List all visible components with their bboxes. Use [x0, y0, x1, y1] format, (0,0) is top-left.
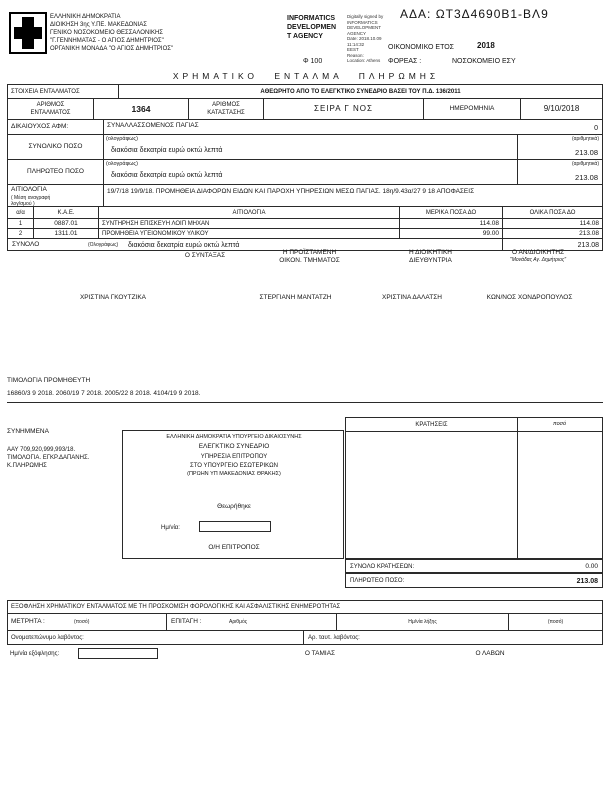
date-label: ΗΜΕΡΟΜΗΝΙΑ: [449, 105, 495, 112]
justification-sublabel: λογ/σμού ): [11, 201, 35, 207]
cash-label: ΜΕΤΡΗΤΑ :: [11, 618, 45, 625]
warrant-details-cell: [8, 85, 118, 98]
signatory-name: ΚΩΝ/ΝΟΣ ΧΟΝΔΡΟΠΟΥΛΟΣ: [486, 294, 573, 301]
settlement-date-label: Ημ/νία εξόφλησης:: [10, 651, 60, 657]
statement-number-label: ΑΡΙΘΜΟΣ: [212, 102, 240, 108]
deductions-total-value: 0.00: [585, 563, 598, 570]
foreas-value: ΝΟΣΟΚΟΜΕΙΟ ΕΣΥ: [452, 58, 516, 65]
col-header: Κ.Α.Ε.: [57, 209, 75, 216]
amount-hint: (ποσό): [547, 619, 564, 625]
item-kae: 1311.01: [54, 229, 78, 237]
signatory-name: ΣΤΕΡΓΙΑΝΗ ΜΑΝΤΑΤΖΗ: [259, 294, 332, 301]
title-line: Η ΠΡΟΪΣΤΑΜΕΝΗ: [282, 249, 337, 256]
total-amount-label-cell: [8, 135, 103, 159]
title-line: ΔΙΕΥΘΥΝΤΡΙΑ: [409, 257, 452, 264]
deductions-header: ΚΡΑΤΗΣΕΙΣ: [415, 422, 448, 428]
col-header: α/α: [16, 209, 25, 216]
date-label: Ημ/νία:: [161, 525, 180, 531]
warrant-number-label: ΑΡΙΘΜΟΣ: [36, 102, 65, 108]
recipient-name-cell: [8, 631, 303, 644]
stamp-detail-line: Date: 2018.10.09 11:14:32: [347, 36, 382, 47]
item-aa: 2: [18, 230, 23, 237]
signatory-title: Ο ΣΥΝΤΑΞΑΣ: [184, 252, 226, 259]
item-total-cell: [502, 229, 602, 238]
signatory-name: ΧΡΙΣΤΙΝΑ ΔΑΛΑΤΣΗ: [382, 294, 442, 301]
total-amount-words: διακόσια δεκατρία ευρώ οκτώ λεπτά: [111, 147, 223, 154]
justification-text: 19/7/18 19/9/18. ΠΡΟΜΗΘΕΙΑ ΔΙΑΦΟΡΩΝ ΕΙΔΩΝ ΚΑΙ ΠΑΡΟΧΗ ΥΠΗΡΕΣΙΩΝ ΜΕΣΩ ΠΑΓΙΑΣ. 18η/9.43α/27 9 18 ΑΠΟΦΑΣΕΙΣ: [107, 188, 475, 195]
attachments-list: [7, 446, 119, 470]
cheque-label: ΕΠΙΤΑΓΗ :: [171, 618, 202, 625]
commissioner-box: [122, 430, 344, 559]
items-total-value: 213.08: [577, 242, 599, 249]
justification-sublabel: ( Μέση αναγραφή: [11, 195, 51, 201]
amount-hint: (ποσό): [74, 619, 90, 625]
settlement-header-cell: [8, 601, 602, 613]
item-kae-cell: [33, 219, 98, 228]
title-line: Ο ΑΝ/ΔΙΟΙΚΗΤΗΣ: [511, 249, 565, 256]
attachment-line: ΑΑΥ 709,920,999,993/18.: [7, 447, 76, 453]
net-payable-label: ΠΛΗΡΩΤΕΟ ΠΟΣΟ:: [350, 578, 405, 584]
payable-amount-label-cell: [8, 160, 103, 184]
digital-signature-agency: [287, 14, 345, 41]
items-header-aa: [8, 207, 33, 218]
commissioner-line: (ΠΡΩΗΝ ΥΠ ΜΑΚΕΔΟΝΙΑΣ ΘΡΑΚΗΣ): [187, 471, 281, 477]
payable-amount-words: διακόσια δεκατρία ευρώ οκτώ λεπτά: [111, 172, 223, 179]
attachment-line: ΤΙΜΟΛΟΓΙΑ. ΕΓΚΡ.ΔΑΠΑΝΗΣ.: [7, 455, 90, 461]
beneficiary-row: [8, 119, 602, 134]
deductions-total-row: [345, 559, 603, 573]
date-value-cell: [520, 99, 602, 119]
items-header-total: [502, 207, 602, 218]
title-line: "Μονάδας Αγ. Δημήτριος": [509, 257, 567, 263]
total-amount-label: ΣΥΝΟΛΙΚΟ ΠΟΣΟ: [28, 143, 83, 150]
warrant-header-row: [8, 85, 602, 98]
expiry-hint: Ημ/νία λήξης: [408, 619, 437, 625]
unaudited-note: ΑΘΕΩΡΗΤΟ ΑΠΟ ΤΟ ΕΛΕΓΚΤΙΚΟ ΣΥΝΕΔΡΙΟ ΒΑΣΕΙ ΤΟΥ Π.Δ. 136/2011: [260, 88, 461, 95]
divider: [346, 431, 602, 432]
payable-amount-value: 213.08: [575, 173, 598, 182]
series-cell: [263, 99, 423, 119]
date-input-box: [199, 521, 271, 532]
net-payable-value: 213.08: [576, 578, 598, 585]
items-total-words: διακόσια δεκατρία ευρώ οκτώ λεπτά: [128, 242, 240, 249]
signatory-title: [252, 249, 367, 265]
warrant-table: [7, 84, 603, 251]
settlement-header-row: [8, 601, 602, 613]
item-partial-cell: [399, 229, 502, 238]
divider: [7, 402, 603, 403]
items-total-label: ΣΥΝΟΛΟ: [12, 241, 40, 248]
commissioner-line: ΕΛΛΗΝΙΚΗ ΔΗΜΟΚΡΑΤΙΑ ΥΠΟΥΡΓΕΙΟ ΔΙΚΑΙΟΣΥΝΗΣ: [166, 434, 302, 440]
settlement-date-box: [78, 648, 158, 659]
item-total: 114.08: [579, 220, 599, 227]
item-desc: ΠΡΟΜΗΘΕΙΑ ΥΓΕΙΟΝΟΜΙΚΟΥ ΥΛΙΚΟΥ: [102, 231, 209, 237]
stamp-detail-line: Location: Athens: [347, 58, 381, 63]
payment-method-row: [8, 613, 602, 630]
signatory-title: [478, 249, 598, 263]
item-desc-cell: [98, 219, 399, 228]
item-aa-cell: [8, 229, 33, 238]
document-title: ΧΡΗΜΑΤΙΚΟ ΕΝΤΑΛΜΑ ΠΛΗΡΩΜΗΣ: [172, 71, 440, 81]
warrant-number-label-cell: [8, 99, 93, 119]
recipient-label: Ο ΛΑΒΩΝ: [475, 650, 505, 657]
signatory-title: [378, 249, 483, 265]
warrant-details-label: ΣΤΟΙΧΕΙΑ ΕΝΤΑΛΜΑΤΟΣ: [11, 89, 80, 95]
item-kae: 0887.01: [54, 219, 78, 227]
number-hint: Αριθμός: [229, 619, 248, 625]
date-label-cell: [423, 99, 520, 119]
expiry-cell: [336, 614, 508, 630]
net-payable-row: [345, 573, 603, 588]
item-row: [8, 218, 602, 228]
recipient-id-label: Αρ. ταυτ. λαβόντος:: [308, 635, 360, 641]
cheque-cell: [166, 614, 336, 630]
unaudited-cell: [118, 85, 602, 98]
invoices-heading: ΤΙΜΟΛΟΓΙΑ ΠΡΟΜΗΘΕΥΤΗ: [7, 377, 91, 384]
commissioner-line: ΣΤΟ ΥΠΟΥΡΓΕΙΟ ΕΣΩΤΕΡΙΚΩΝ: [190, 463, 278, 469]
total-amount-value-cell: [517, 135, 602, 159]
ada-code: ΑΔΑ: ΩΤ3Δ4690Β1-ΒΛ9: [400, 7, 549, 21]
recipient-id-cell: [303, 631, 602, 644]
item-partial: 114.08: [479, 220, 499, 227]
justification-label-cell: [8, 185, 103, 206]
date-value: 9/10/2018: [543, 104, 580, 113]
total-amount-row: [8, 134, 602, 159]
item-total: 213.08: [579, 230, 599, 237]
cash-cell: [8, 614, 166, 630]
item-partial-cell: [399, 219, 502, 228]
payable-amount-row: [8, 159, 602, 184]
item-row: [8, 228, 602, 238]
items-total-inwords-label: (Ολογράφως): [88, 242, 119, 248]
commissioner-signature-label: Ο/Η ΕΠΙΤΡΟΠΟΣ: [208, 544, 260, 551]
stamp-line: T AGENCY: [287, 33, 323, 40]
fiscal-year-label: ΟΙΚΟΝΟΜΙΚΟ ΕΤΟΣ: [388, 44, 454, 51]
phi-code: Φ 100: [303, 58, 323, 65]
item-aa: 1: [18, 220, 23, 227]
settlement-table: [7, 600, 603, 645]
beneficiary-label: ΔΙΚΑΙΟΥΧΟΣ ΑΦΜ:: [11, 123, 69, 130]
col-header: ΑΙΤΙΟΛΟΓΙΑ: [232, 209, 266, 216]
items-header-desc: [98, 207, 399, 218]
beneficiary-value-cell: [103, 120, 602, 134]
stamp-detail-line: Reason:: [347, 52, 364, 58]
foreas-label: ΦΟΡΕΑΣ :: [388, 58, 422, 65]
numeric-label: (αριθμητικά): [571, 161, 599, 167]
commissioner-line: ΥΠΗΡΕΣΙΑ ΕΠΙΤΡΟΠΟΥ: [200, 454, 268, 460]
series-value: ΣΕΙΡΑ Γ ΝΟΣ: [314, 104, 373, 113]
cashier-label: Ο ΤΑΜΙΑΣ: [304, 650, 336, 657]
stamp-line: DEVELOPMEN: [287, 24, 337, 31]
in-words-label: (ολογράφως): [106, 161, 138, 167]
item-desc: ΣΥΝΤΗΡΗΣΗ ΕΠΙΣΚΕΥΗ ΛΟΙΠ ΜΗΧΑΝ: [102, 221, 210, 227]
deductions-amount-header: ποσό: [552, 421, 567, 427]
warrant-number-label: ΕΝΤΑΛΜΑΤΟΣ: [30, 110, 71, 116]
hospital-logo: [9, 12, 47, 54]
col-header: ΟΛΙΚΑ ΠΟΣΑ ΔΟ: [529, 209, 576, 216]
beneficiary-value: ΣΥΝΑΛΛΑΣΣΟΜΕΝΟΣ ΠΑΓΙΑΣ: [107, 122, 199, 129]
col-header: ΜΕΡΙΚΑ ΠΟΣΑ ΔΟ: [425, 209, 477, 216]
org-line: "Γ.ΓΕΝΝΗΜΑΤΑΣ - Ο ΑΓΙΟΣ ΔΗΜΗΤΡΙΟΣ": [50, 38, 164, 44]
stamp-detail-line: INFORMATICS: [347, 19, 378, 25]
recipient-name-label: Ονοματεπώνυμο λαβόντος:: [11, 635, 84, 641]
warrant-number: 1364: [131, 104, 151, 114]
title-line: ΟΙΚΟΝ. ΤΜΗΜΑΤΟΣ: [279, 257, 340, 264]
payable-amount-words-cell: [103, 160, 517, 184]
attachments-heading: ΣΥΝΗΜΜΕΝΑ: [7, 428, 49, 435]
item-kae-cell: [33, 229, 98, 238]
item-total-cell: [502, 219, 602, 228]
recipient-row: [8, 630, 602, 644]
cheque-amount-cell: [508, 614, 602, 630]
statement-number-label: ΚΑΤΑΣΤΑΣΗΣ: [207, 110, 245, 116]
items-header-partial: [399, 207, 502, 218]
payable-amount-label: ΠΛΗΡΩΤΕΟ ΠΟΣΟ: [27, 168, 84, 175]
numeric-label: (αριθμητικά): [571, 136, 599, 142]
org-line: ΓΕΝΙΚΟ ΝΟΣΟΚΟΜΕΙΟ ΘΕΣΣΑΛΟΝΙΚΗΣ: [50, 30, 164, 36]
org-line: ΔΙΟΙΚΗΣΗ 3ης Υ.ΠΕ. ΜΑΚΕΔΟΝΙΑΣ: [50, 22, 148, 28]
warrant-number-value-cell: [93, 99, 188, 119]
beneficiary-label-cell: [8, 120, 103, 134]
items-header-kae: [33, 207, 98, 218]
attachment-line: Κ.ΠΛΗΡΩΜΗΣ: [7, 463, 47, 469]
total-amount-words-cell: [103, 135, 517, 159]
stamp-line: INFORMATICS: [287, 15, 336, 22]
organization-block: [50, 13, 280, 53]
warrant-number-row: [8, 98, 602, 119]
commissioner-line: ΕΛΕΓΚΤΙΚΟ ΣΥΝΕΔΡΙΟ: [198, 443, 270, 450]
title-line: Η ΔΙΟΙΚΗΤΙΚΗ: [409, 249, 452, 256]
justification-text-cell: [103, 185, 602, 206]
deductions-table: [345, 417, 603, 559]
settlement-header: ΕΞΟΦΛΗΣΗ ΧΡΗΜΑΤΙΚΟΥ ΕΝΤΑΛΜΑΤΟΣ ΜΕ ΤΗ ΠΡΟΣΚΟΜΙΣΗ ΦΟΡΟΛΟΓΙΚΗΣ ΚΑΙ ΑΣΦΑΛΙΣΤΙΚΗΣ ΕΝΗΜΕΡΟΤΗΤΑΣ: [11, 604, 341, 610]
certified-label: Θεωρήθηκε: [217, 503, 251, 510]
org-line: ΟΡΓΑΝΙΚΗ ΜΟΝΑΔΑ "Ο ΑΓΙΟΣ ΔΗΜΗΤΡΙΟΣ": [50, 46, 174, 52]
payable-amount-value-cell: [517, 160, 602, 184]
afm-value: 0: [594, 125, 598, 132]
invoices-line: 16860/3 9 2018. 2060/19 7 2018. 2005/22 8 2018. 4104/19 9 2018.: [7, 390, 201, 397]
deductions-column-divider: [517, 418, 518, 558]
signatory-name: ΧΡΙΣΤΙΝΑ ΓΚΟΥΤΖΙΚΑ: [79, 294, 147, 301]
justification-label: ΑΙΤΙΟΛΟΓΙΑ: [11, 186, 47, 193]
statement-number-cell: [188, 99, 263, 119]
stamp-detail-line: Digitally signed by: [347, 14, 384, 19]
items-header-row: [8, 206, 602, 218]
cross-icon: [9, 12, 47, 54]
stamp-detail-line: DEVELOPMENT AGENCY: [347, 25, 381, 36]
item-aa-cell: [8, 219, 33, 228]
org-line: ΕΛΛΗΝΙΚΗ ΔΗΜΟΚΡΑΤΙΑ: [50, 14, 121, 20]
item-partial: 99.00: [482, 230, 499, 237]
deductions-total-label: ΣΥΝΟΛΟ ΚΡΑΤΗΣΕΩΝ:: [350, 564, 415, 570]
item-desc-cell: [98, 229, 399, 238]
justification-row: [8, 184, 602, 206]
in-words-label: (ολογράφως): [106, 136, 138, 142]
fiscal-year-value: 2018: [477, 41, 495, 50]
stamp-detail-line: EEST: [347, 47, 359, 52]
total-amount-value: 213.08: [575, 148, 598, 157]
